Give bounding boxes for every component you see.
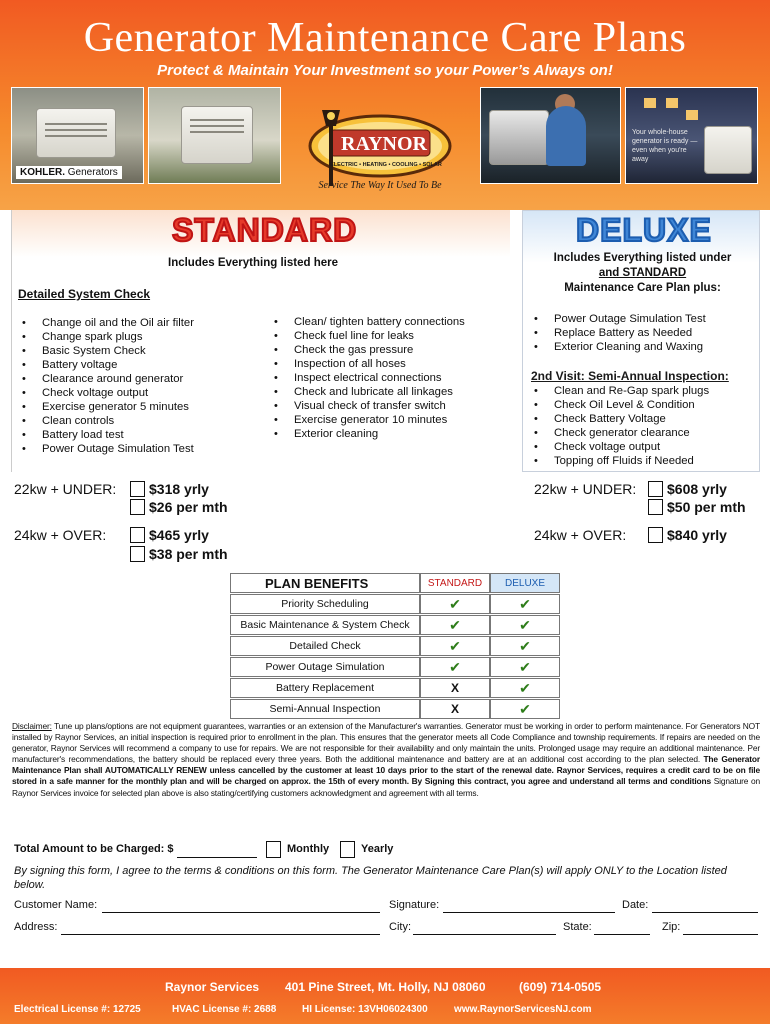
monthly-checkbox[interactable] (266, 841, 281, 858)
customer-name-label: Customer Name: (14, 899, 98, 911)
monthly-label: Monthly (287, 843, 330, 855)
total-amount-field[interactable] (177, 857, 257, 858)
technician-figure (546, 106, 586, 166)
list-item: • Exercise generator 5 minutes (20, 400, 194, 414)
list-item: • Exterior cleaning (272, 427, 465, 441)
footer-company: Raynor Services (165, 980, 260, 994)
semi-annual-label: 2nd Visit: Semi-Annual Inspection: (531, 369, 729, 383)
state-label: State: (563, 921, 592, 933)
list-item: • Change oil and the Oil air filter (20, 316, 194, 330)
table-header-row (230, 573, 560, 593)
deluxe-under-label: 22kw + UNDER: (534, 481, 637, 497)
yearly-label: Yearly (361, 843, 394, 855)
deluxe-list-c (532, 312, 706, 354)
logo-services: ELECTRIC • HEATING • COOLING • SOLAR (330, 162, 442, 168)
benefit-label: Power Outage Simulation (230, 657, 420, 677)
standard-under-yearly-checkbox[interactable] (130, 481, 145, 497)
page-title: Generator Maintenance Care Plans (83, 15, 687, 61)
list-item: • Exterior Cleaning and Waxing (532, 340, 706, 354)
deluxe-under-yearly: $608 yrly (667, 481, 727, 497)
date-field[interactable] (652, 912, 758, 913)
generator-unit (704, 126, 752, 174)
benefit-label: Basic Maintenance & System Check (230, 615, 420, 635)
list-item: • Clean/ tighten battery connections (272, 315, 465, 329)
footer-bar (0, 968, 770, 1024)
deluxe-over-yearly-checkbox[interactable] (648, 527, 663, 543)
generator-photo (148, 87, 281, 184)
standard-mark: ✔ (420, 615, 490, 635)
standard-over-monthly-checkbox[interactable] (130, 546, 145, 562)
standard-under-monthly-checkbox[interactable] (130, 499, 145, 515)
list-item: • Topping off Fluids if Needed (532, 454, 709, 468)
zip-label: Zip: (662, 921, 681, 933)
deluxe-mark: ✔ (490, 594, 560, 614)
list-item: • Battery voltage (20, 358, 194, 372)
deluxe-mark: ✔ (490, 615, 560, 635)
deluxe-mark: ✔ (490, 678, 560, 698)
customer-name-field[interactable] (102, 912, 380, 913)
deluxe-over-label: 24kw + OVER: (534, 527, 627, 543)
standard-mark: X (420, 699, 490, 719)
technician-photo (480, 87, 621, 184)
photo-caption: Your whole-house generator is ready — even when you're away (632, 129, 698, 163)
kohler-generator-photo (11, 87, 144, 184)
disclaimer-text: Disclaimer: Tune up plans/options are not equipment guarantees, warranties or an extension of the Manufacturer's warranties. Generator must be working in order to perform maintenance. For Generators NOT installed by Raynor Services, an initial inspection is required prior to enrollment in the plan. This ensures that the generator meets all Code Compliance and township requirements. If repairs are needed on the generator, Raynor Services will recommend a company to use for repairs. We are not responsible for their availability and only maintain the units. Prolonged usage may require an additional maintenance. Per manufacturer's recommendations, the battery should be replaced every three years. Both the additional maintenance and battery are at an additional cost according to the plan selected. The Generator Maintenance Plan shall AUTOMATICALLY RENEW unless cancelled by the customer at least 10 days prior to the start of the renewal date. Raynor Services, requires a credit card to be on file stored in a safe manner for the monthly plan and will be charged on approx. the 15th of every month. By Signing this contract, you agree and understand all terms and conditions Signature on Raynor Services invoice for selected plan above is also stating/certifying customers acknowledgment and agreement with all terms. (12, 721, 761, 798)
standard-mark: ✔ (420, 636, 490, 656)
city-label: City: (389, 921, 411, 933)
deluxe-under-yearly-checkbox[interactable] (648, 481, 663, 497)
page-subtitle: Protect & Maintain Your Investment so your Power’s Always on! (157, 62, 613, 79)
list-item: • Check fuel line for leaks (272, 329, 465, 343)
benefit-label: Battery Replacement (230, 678, 420, 698)
list-item: • Clearance around generator (20, 372, 194, 386)
house-generator-photo (625, 87, 758, 184)
standard-includes: Includes Everything listed here (168, 257, 338, 269)
footer-hvac-license: HVAC License #: 2688 (172, 1004, 277, 1015)
generator-unit (36, 108, 116, 158)
signature-label: Signature: (389, 899, 440, 911)
date-label: Date: (622, 899, 649, 911)
standard-mark: ✔ (420, 657, 490, 677)
list-item: • Check the gas pressure (272, 343, 465, 357)
footer-electrical-license: Electrical License #: 12725 (14, 1004, 141, 1015)
deluxe-under-monthly-checkbox[interactable] (648, 499, 663, 515)
list-item: • Check Battery Voltage (532, 412, 709, 426)
deluxe-mark: ✔ (490, 636, 560, 656)
list-item: • Change spark plugs (20, 330, 194, 344)
table-row (230, 657, 560, 677)
table-row (230, 699, 560, 719)
standard-mark: ✔ (420, 594, 490, 614)
footer-website-link[interactable]: www.RaynorServicesNJ.com (454, 1004, 592, 1015)
zip-field[interactable] (683, 934, 758, 935)
standard-title: STANDARD (172, 212, 358, 248)
standard-over-monthly: $38 per mth (149, 546, 228, 562)
standard-over-label: 24kw + OVER: (14, 527, 107, 543)
list-item: • Power Outage Simulation Test (532, 312, 706, 326)
standard-under-yearly: $318 yrly (149, 481, 209, 497)
col-deluxe: DELUXE (490, 573, 560, 593)
logo-name: RAYNOR (341, 133, 427, 155)
list-item: • Check Oil Level & Condition (532, 398, 709, 412)
standard-under-label: 22kw + UNDER: (14, 481, 117, 497)
standard-over-yearly: $465 yrly (149, 527, 209, 543)
footer-phone: (609) 714-0505 (519, 980, 602, 994)
address-label: Address: (14, 921, 58, 933)
table-row (230, 594, 560, 614)
list-item: • Check and lubricate all linkages (272, 385, 465, 399)
header-banner (0, 0, 770, 210)
list-item: • Clean controls (20, 414, 194, 428)
state-field[interactable] (594, 934, 650, 935)
col-standard: STANDARD (420, 573, 490, 593)
standard-mark: X (420, 678, 490, 698)
generator-unit (489, 110, 549, 165)
list-item: • Clean and Re-Gap spark plugs (532, 384, 709, 398)
deluxe-includes: Includes Everything listed under and STANDARD Maintenance Care Plan plus: (553, 252, 732, 294)
list-item: • Replace Battery as Needed (532, 326, 706, 340)
deluxe-list-d (532, 384, 709, 468)
total-amount-label: Total Amount to be Charged: $ (14, 843, 174, 855)
benefit-label: Semi-Annual Inspection (230, 699, 420, 719)
kohler-logo: KOHLER. Generators (16, 166, 122, 179)
city-field[interactable] (413, 934, 556, 935)
signing-agreement: By signing this form, I agree to the terms & conditions on this form. The Generator Maintenance Care Plan(s) will apply ONLY to the Location listed below. (14, 865, 727, 891)
table-row (230, 678, 560, 698)
list-item: • Inspect electrical connections (272, 371, 465, 385)
table-row (230, 636, 560, 656)
list-item: • Battery load test (20, 428, 194, 442)
detailed-system-check-label: Detailed System Check (18, 287, 151, 301)
list-item: • Visual check of transfer switch (272, 399, 465, 413)
standard-over-yearly-checkbox[interactable] (130, 527, 145, 543)
yearly-checkbox[interactable] (340, 841, 355, 858)
footer-address: 401 Pine Street, Mt. Holly, NJ 08060 (285, 980, 486, 994)
table-row (230, 615, 560, 635)
deluxe-title: DELUXE (576, 212, 712, 248)
address-field[interactable] (61, 934, 380, 935)
list-item: • Inspection of all hoses (272, 357, 465, 371)
list-item: • Power Outage Simulation Test (20, 442, 194, 456)
generator-unit (181, 106, 253, 164)
signature-field[interactable] (443, 912, 615, 913)
benefit-label: Detailed Check (230, 636, 420, 656)
list-item: • Exercise generator 10 minutes (272, 413, 465, 427)
standard-under-monthly: $26 per mth (149, 499, 228, 515)
deluxe-over-yearly: $840 yrly (667, 527, 727, 543)
list-item: • Check voltage output (20, 386, 194, 400)
benefit-label: Priority Scheduling (230, 594, 420, 614)
footer-hi-license: HI License: 13VH06024300 (302, 1004, 428, 1015)
deluxe-mark: ✔ (490, 699, 560, 719)
deluxe-mark: ✔ (490, 657, 560, 677)
logo-tagline: Service The Way It Used To Be (318, 180, 442, 191)
list-item: • Check generator clearance (532, 426, 709, 440)
benefits-title: PLAN BENEFITS (230, 573, 420, 593)
list-item: • Check voltage output (532, 440, 709, 454)
standard-list-b (272, 315, 465, 441)
standard-list-a (20, 316, 194, 456)
deluxe-under-monthly: $50 per mth (667, 499, 746, 515)
list-item: • Basic System Check (20, 344, 194, 358)
